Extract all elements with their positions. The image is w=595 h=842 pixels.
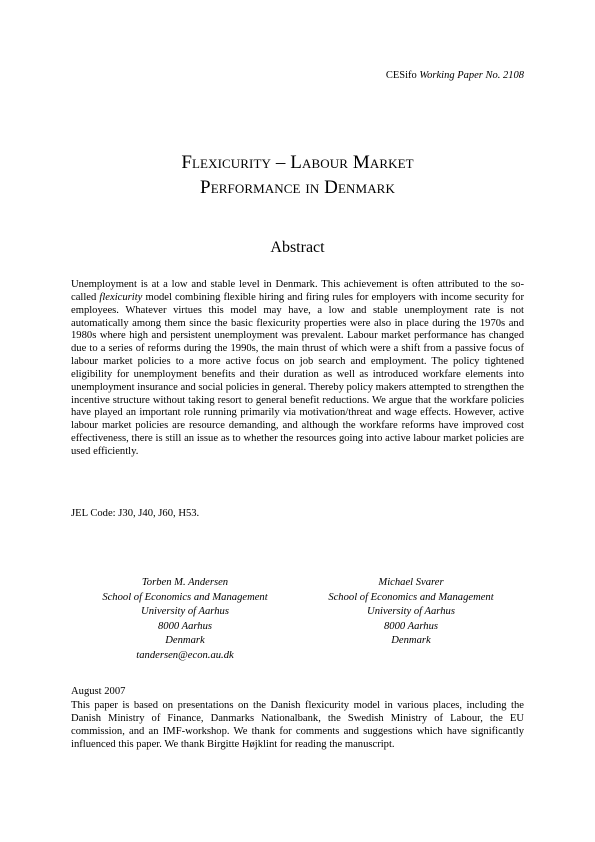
author-email: tandersen@econ.au.dk (136, 649, 234, 661)
paper-title-line-1: Flexicurity – Labour Market (181, 152, 414, 173)
author-block-1 (72, 576, 298, 663)
paper-title (0, 150, 595, 200)
abstract-italic-term: flexicurity (99, 291, 143, 303)
author-university: University of Aarhus (367, 606, 455, 617)
abstract-body (71, 279, 524, 459)
acknowledgement-text: This paper is based on presentations on the Danish flexicurity model in various places, including the Danish Ministry of Finance, Danmarks Nationalbank, the Swedish Ministry of Labour, the EU commission, and an IMF-workshop. We thank for comments and suggestions which have significantly influenced this paper. We thank Birgitte Højklint for reading the manuscript. (71, 700, 524, 750)
author-country: Denmark (391, 635, 431, 646)
author-university: University of Aarhus (141, 606, 229, 617)
abstract-text-rest: model combining flexible hiring and firing rules for employers with income security for employees. Whatever virtues this model may have, a low and stable unemployment rate is not automatically among them since the basic flexicurity properties were also in place during the 1970s and 1980s where high and persistent unemployment was prevalent. Labour market performance has changed due to a series of reforms during the 1990s, the main thrust of which were a shift from a passive focus of labour market policies to a more active focus on job search and employment. The policy tightened eligibility for unemployment benefits and their duration as well as introduced workfare elements into unemployment insurance and social policies in general. Thereby policy makers attempted to strengthen the incentive structure without taking resort to general benefit reductions. We argue that the workfare policies have played an important role running primarily via motivation/threat and wage effects. However, active labour market policies are resource demanding, and although the workfare reforms have improved cost effectiveness, there is still an issue as to whether the resources going into active labour market policies are used efficiently. (71, 291, 524, 457)
paper-title-line-2: Performance in Denmark (200, 177, 395, 198)
abstract-heading: Abstract (270, 239, 325, 256)
author-city: 8000 Aarhus (157, 620, 213, 632)
working-paper-series (386, 70, 524, 81)
jel-codes: JEL Code: J30, J40, J60, H53. (71, 508, 200, 519)
abstract-text-start: Unemployment is at a low and stable level in Denmark. This achievement is often attributed to the so-called (71, 279, 524, 303)
paper-date: August 2007 (71, 686, 126, 697)
author-school: School of Economics and Management (328, 591, 494, 603)
author-block-2 (298, 576, 524, 649)
author-name: Michael Svarer (378, 577, 444, 588)
series-publisher: CESifo (385, 70, 417, 81)
author-city: 8000 Aarhus (383, 620, 439, 632)
author-country: Denmark (165, 635, 205, 646)
author-school: School of Economics and Management (102, 591, 268, 603)
author-name: Torben M. Andersen (141, 577, 229, 588)
series-number: Working Paper No. 2108 (419, 70, 524, 81)
